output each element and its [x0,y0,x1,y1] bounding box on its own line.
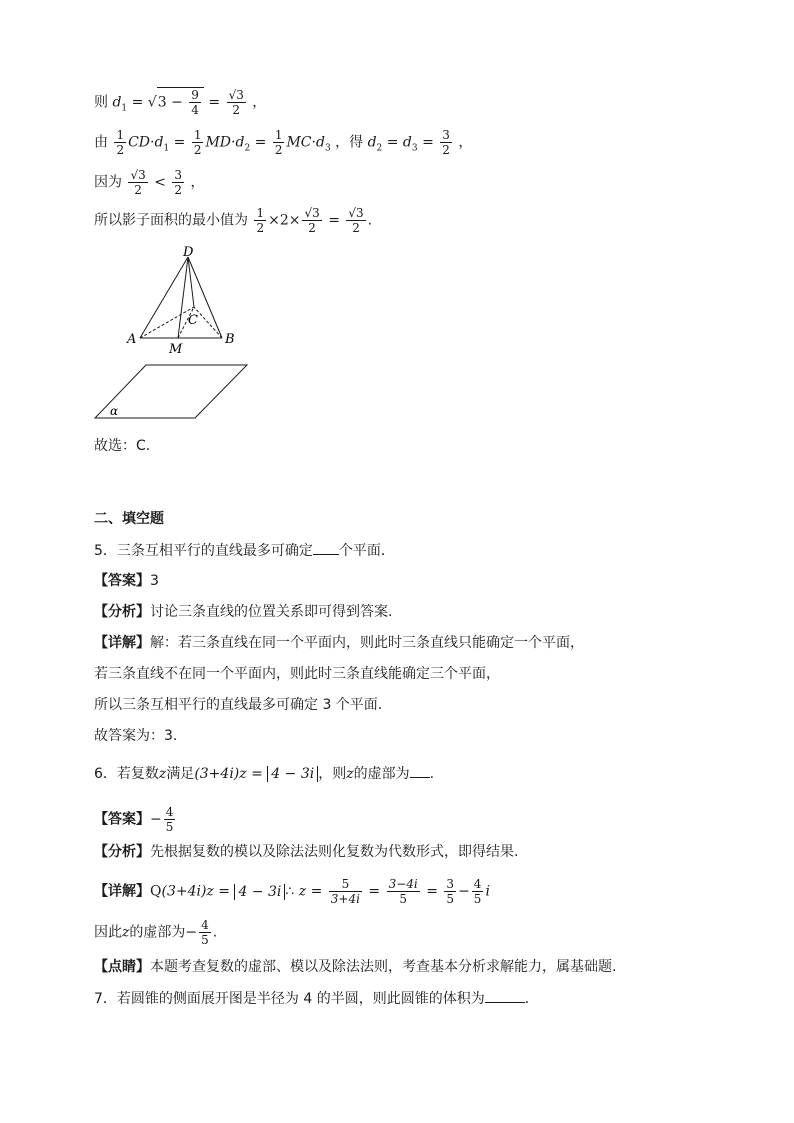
fraction: $\frac{4}{5}$ [165,805,174,834]
fraction: $\frac{1}{2}$ [193,128,202,157]
q5-detail-1: 【详解】解：若三条直线在同一个平面内，则此时三条直线只能确定一个平面， [94,635,584,651]
fraction: $\frac{3}{2}$ [174,168,183,197]
solution-line-min-area: 所以影子面积的最小值为 $\frac{1}{2}$ ×2× $\frac{√3}{2}$ = $\frac{√3}{2}$ . [94,206,373,235]
fraction: $\frac{3-4i}{5}$ [388,877,418,906]
modulus: 4 − 3i [234,884,285,900]
radicand: 3 − $\frac{9}{4}$ [157,87,204,117]
label-D: D [183,245,194,260]
fraction: $\frac{1}{2}$ [256,206,265,235]
fraction: $\frac{√3}{2}$ [228,88,244,117]
q6-conclusion: 因此z的虚部为− $\frac{4}{5}$ . [94,918,218,947]
question-6: 6．若复数z满足(3+4i)z = 4 − 3i ，则z的虚部为 . [94,763,434,784]
label-alpha: α [110,404,119,418]
q5-detail-2: 若三条直线不在同一个平面内，则此时三条直线能确定三个平面， [94,666,500,682]
label-A: A [127,332,137,347]
label-B: B [225,332,235,347]
q6-detail: 【详解】Q(3+4i)z = 4 − 3i ∴ z = $\frac{5}{3+4i}$ = $\frac{3-4i}{5}$ = $\frac{3}{5}$ − $\frac{4}{5}$ i [94,877,490,906]
answer-blank [485,988,525,1003]
fraction: $\frac{4}{5}$ [473,877,482,906]
label-M: M [169,342,183,357]
q6-analysis: 【分析】先根据复数的模以及除法法则化复数为代数形式，即得结果. [94,844,519,860]
fraction: $\frac{√3}{2}$ [304,206,320,235]
solution-line-d1: 则 $d_1 = √3$ − $\frac{9}{4}$ = $\frac{√3}{2}$ ， [94,88,267,117]
tetrahedron-figure [90,245,260,425]
modulus: 4 − 3i [267,766,318,782]
answer-blank [313,540,339,555]
edge-DA [140,257,188,338]
answer-blank [410,763,430,778]
fraction: $\frac{√3}{2}$ [348,206,364,235]
q5-detail-4: 故答案为：3. [94,728,178,744]
question-5: 5．三条互相平行的直线最多可确定 个平面． [94,540,395,561]
edge-BC [194,307,222,338]
label-C: C [188,313,198,328]
section-title: 二、填空题 [94,511,164,527]
question-7: 7．若圆锥的侧面展开图是半径为 4 的半圆，则此圆锥的体积为 ． [94,988,539,1009]
fraction: $\frac{3}{2}$ [442,128,450,157]
fraction: $\frac{3}{5}$ [446,877,455,906]
fraction: $\frac{1}{2}$ [116,128,125,157]
fraction: $\frac{1}{2}$ [274,128,283,157]
q6-answer: 【答案】− $\frac{4}{5}$ [94,805,174,834]
solution-line-compare: 因为 $\frac{√3}{2}$ < $\frac{3}{2}$ ， [94,168,205,197]
q5-detail-3: 所以三条互相平行的直线最多可确定 3 个平面. [94,697,383,713]
q6-comment: 【点睛】本题考查复数的虚部、模以及除法法则，考查基本分析求解能力，属基础题. [94,959,617,975]
fraction: $\frac{4}{5}$ [201,918,209,947]
fraction: $\frac{5}{3+4i}$ [330,877,360,906]
edge-DM [178,257,188,338]
fraction: $\frac{9}{4}$ [191,88,199,117]
fraction: $\frac{√3}{2}$ [130,168,146,197]
q5-analysis: 【分析】讨论三条直线的位置关系即可得到答案. [94,604,393,620]
solution-line-area-equality: 由 $\frac{1}{2}$ $CD\cdot d_1$ = $\frac{1}{2}$ $MD\cdot d_2$ = $\frac{1}{2}$ $MC\cdot d_3$ ，得 $d_2 = d_3$ = $\frac{3}{2}$ ， [94,128,473,157]
sqrt-sign: √ [147,94,157,111]
q5-answer: 【答案】3 [94,573,159,589]
choice-line: 故选：C. [94,438,151,454]
